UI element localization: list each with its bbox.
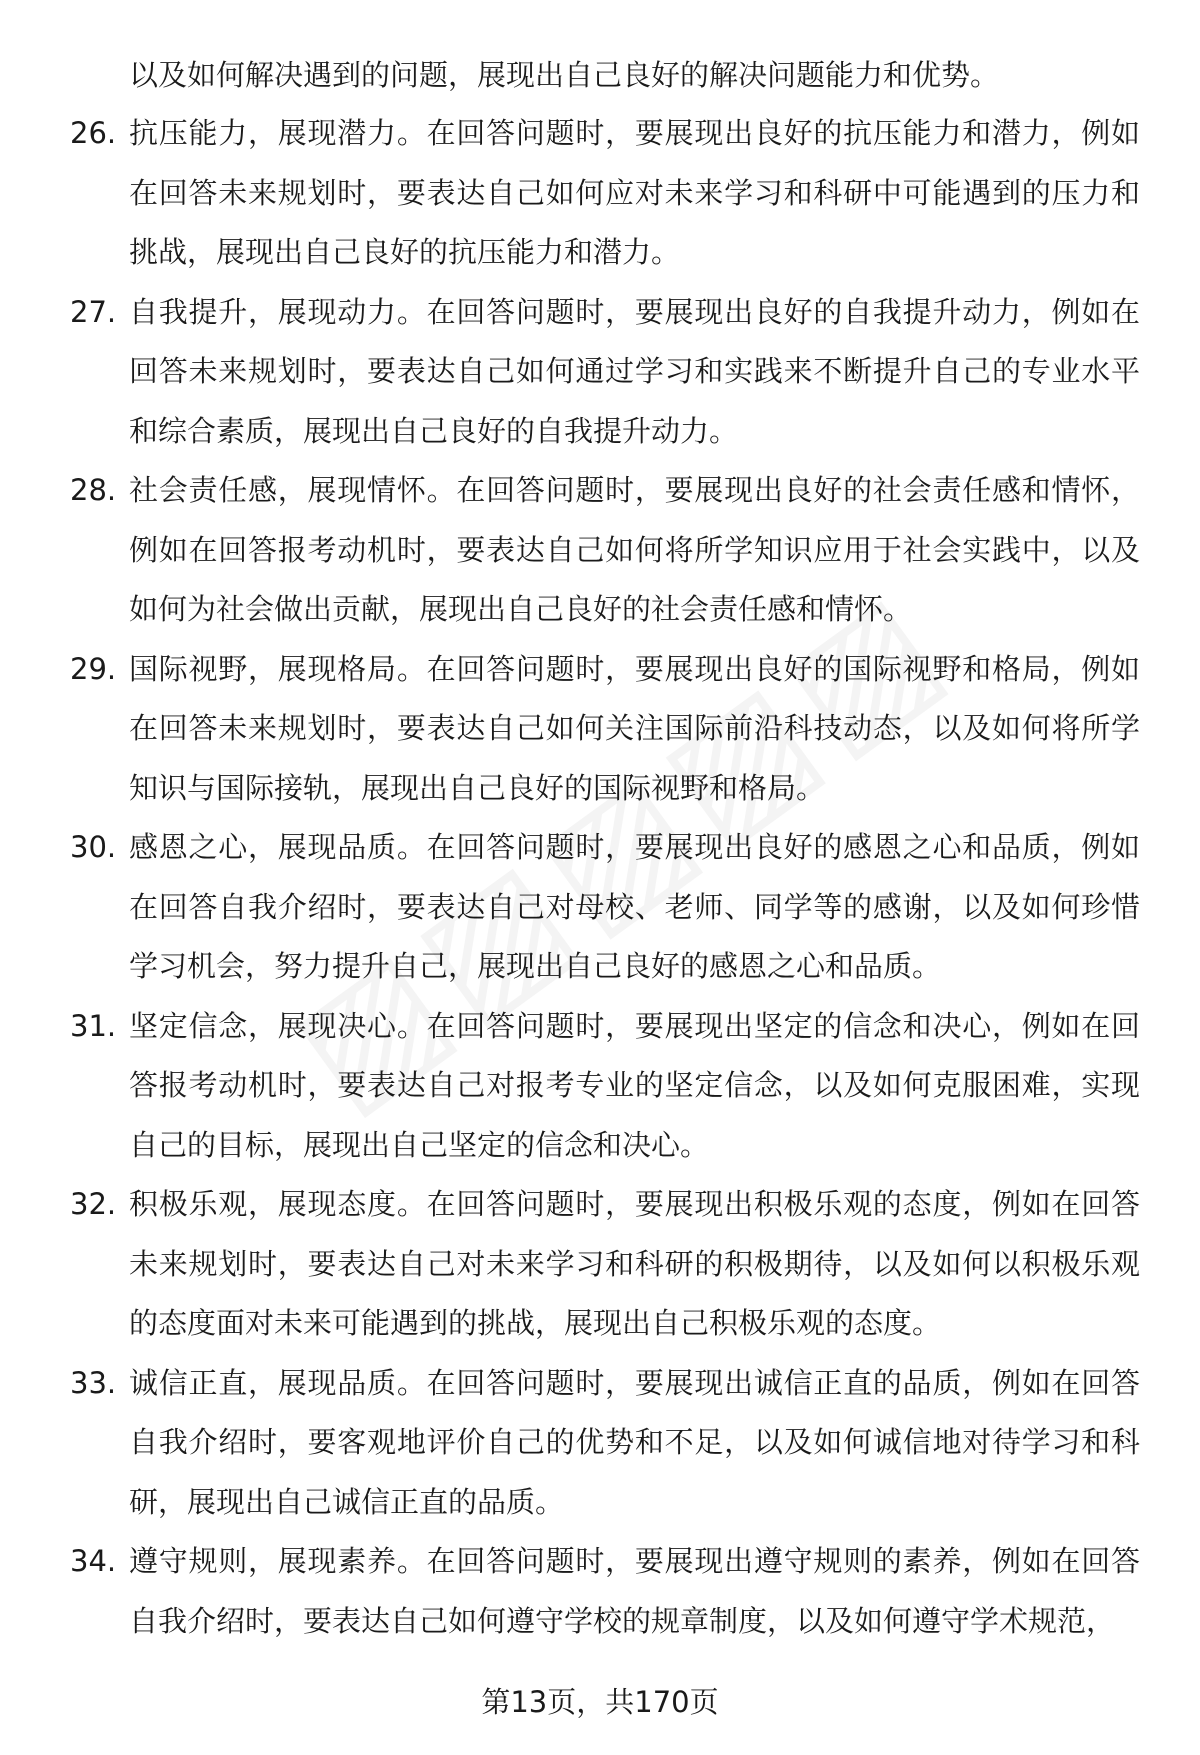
list-item-32	[70, 1175, 1140, 1354]
list-item-number: 28.	[70, 473, 117, 507]
list-item-number: 31.	[70, 1008, 117, 1043]
list-item-31	[70, 997, 1140, 1176]
list-item-33	[70, 1354, 1140, 1533]
list-item-30	[70, 818, 1140, 997]
list-item-text: 自我提升，展现动力。在回答问题时，要展现出良好的自我提升动力，例如在回答未来规划时，要表达自己如何通过学习和实践来不断提升自己的专业水平和综合素质，展现出自己良好的自我提升动力。	[129, 294, 1140, 448]
list-item-number: 26.	[70, 116, 117, 150]
list-item-34	[70, 1532, 1140, 1651]
page-number-footer: 第13页，共170页	[481, 1685, 719, 1719]
list-item-number: 29.	[70, 651, 117, 686]
continuation-paragraph: 以及如何解决遇到的问题，展现出自己良好的解决问题能力和优势。	[129, 58, 1000, 92]
list-item-text: 坚定信念，展现决心。在回答问题时，要展现出坚定的信念和决心，例如在回答报考动机时，要表达自己对报考专业的坚定信念，以及如何克服困难，实现自己的目标，展现出自己坚定的信念和决心。	[129, 1008, 1140, 1162]
list-item-number: 30.	[70, 830, 117, 864]
list-item-28	[70, 461, 1140, 640]
list-item-29	[70, 640, 1140, 819]
list-item-text: 积极乐观，展现态度。在回答问题时，要展现出积极乐观的态度，例如在回答未来规划时，要表达自己对未来学习和科研的积极期待，以及如何以积极乐观的态度面对未来可能遇到的挑战，展现出自己积极乐观的态度。	[129, 1187, 1140, 1340]
list-item-text: 国际视野，展现格局。在回答问题时，要展现出良好的国际视野和格局，例如在回答未来规划时，要表达自己如何关注国际前沿科技动态，以及如何将所学知识与国际接轨，展现出自己良好的国际视野和格局。	[129, 651, 1140, 805]
list-item-text: 感恩之心，展现品质。在回答问题时，要展现出良好的感恩之心和品质，例如在回答自我介绍时，要表达自己对母校、老师、同学等的感谢，以及如何珍惜学习机会，努力提升自己，展现出自己良好的感恩之心和品质。	[129, 830, 1140, 983]
list-item-number: 34.	[70, 1544, 117, 1578]
list-item-number: 32.	[70, 1187, 117, 1221]
list-item-number: 33.	[70, 1365, 117, 1400]
list-item-text: 遵守规则，展现素养。在回答问题时，要展现出遵守规则的素养，例如在回答自我介绍时，要表达自己如何遵守学校的规章制度，以及如何遵守学术规范，	[129, 1544, 1140, 1638]
list-item-26	[70, 104, 1140, 283]
list-item-text: 抗压能力，展现潜力。在回答问题时，要展现出良好的抗压能力和潜力，例如在回答未来规划时，要表达自己如何应对未来学习和科研中可能遇到的压力和挑战，展现出自己良好的抗压能力和潜力。	[129, 116, 1140, 269]
list-item-text: 社会责任感，展现情怀。在回答问题时，要展现出良好的社会责任感和情怀，例如在回答报考动机时，要表达自己如何将所学知识应用于社会实践中，以及如何为社会做出贡献，展现出自己良好的社会责任感和情怀。	[129, 473, 1140, 626]
list-item-number: 27.	[70, 294, 117, 329]
list-item-text: 诚信正直，展现品质。在回答问题时，要展现出诚信正直的品质，例如在回答自我介绍时，要客观地评价自己的优势和不足，以及如何诚信地对待学习和科研，展现出自己诚信正直的品质。	[129, 1365, 1140, 1519]
list-item-27	[70, 283, 1140, 462]
